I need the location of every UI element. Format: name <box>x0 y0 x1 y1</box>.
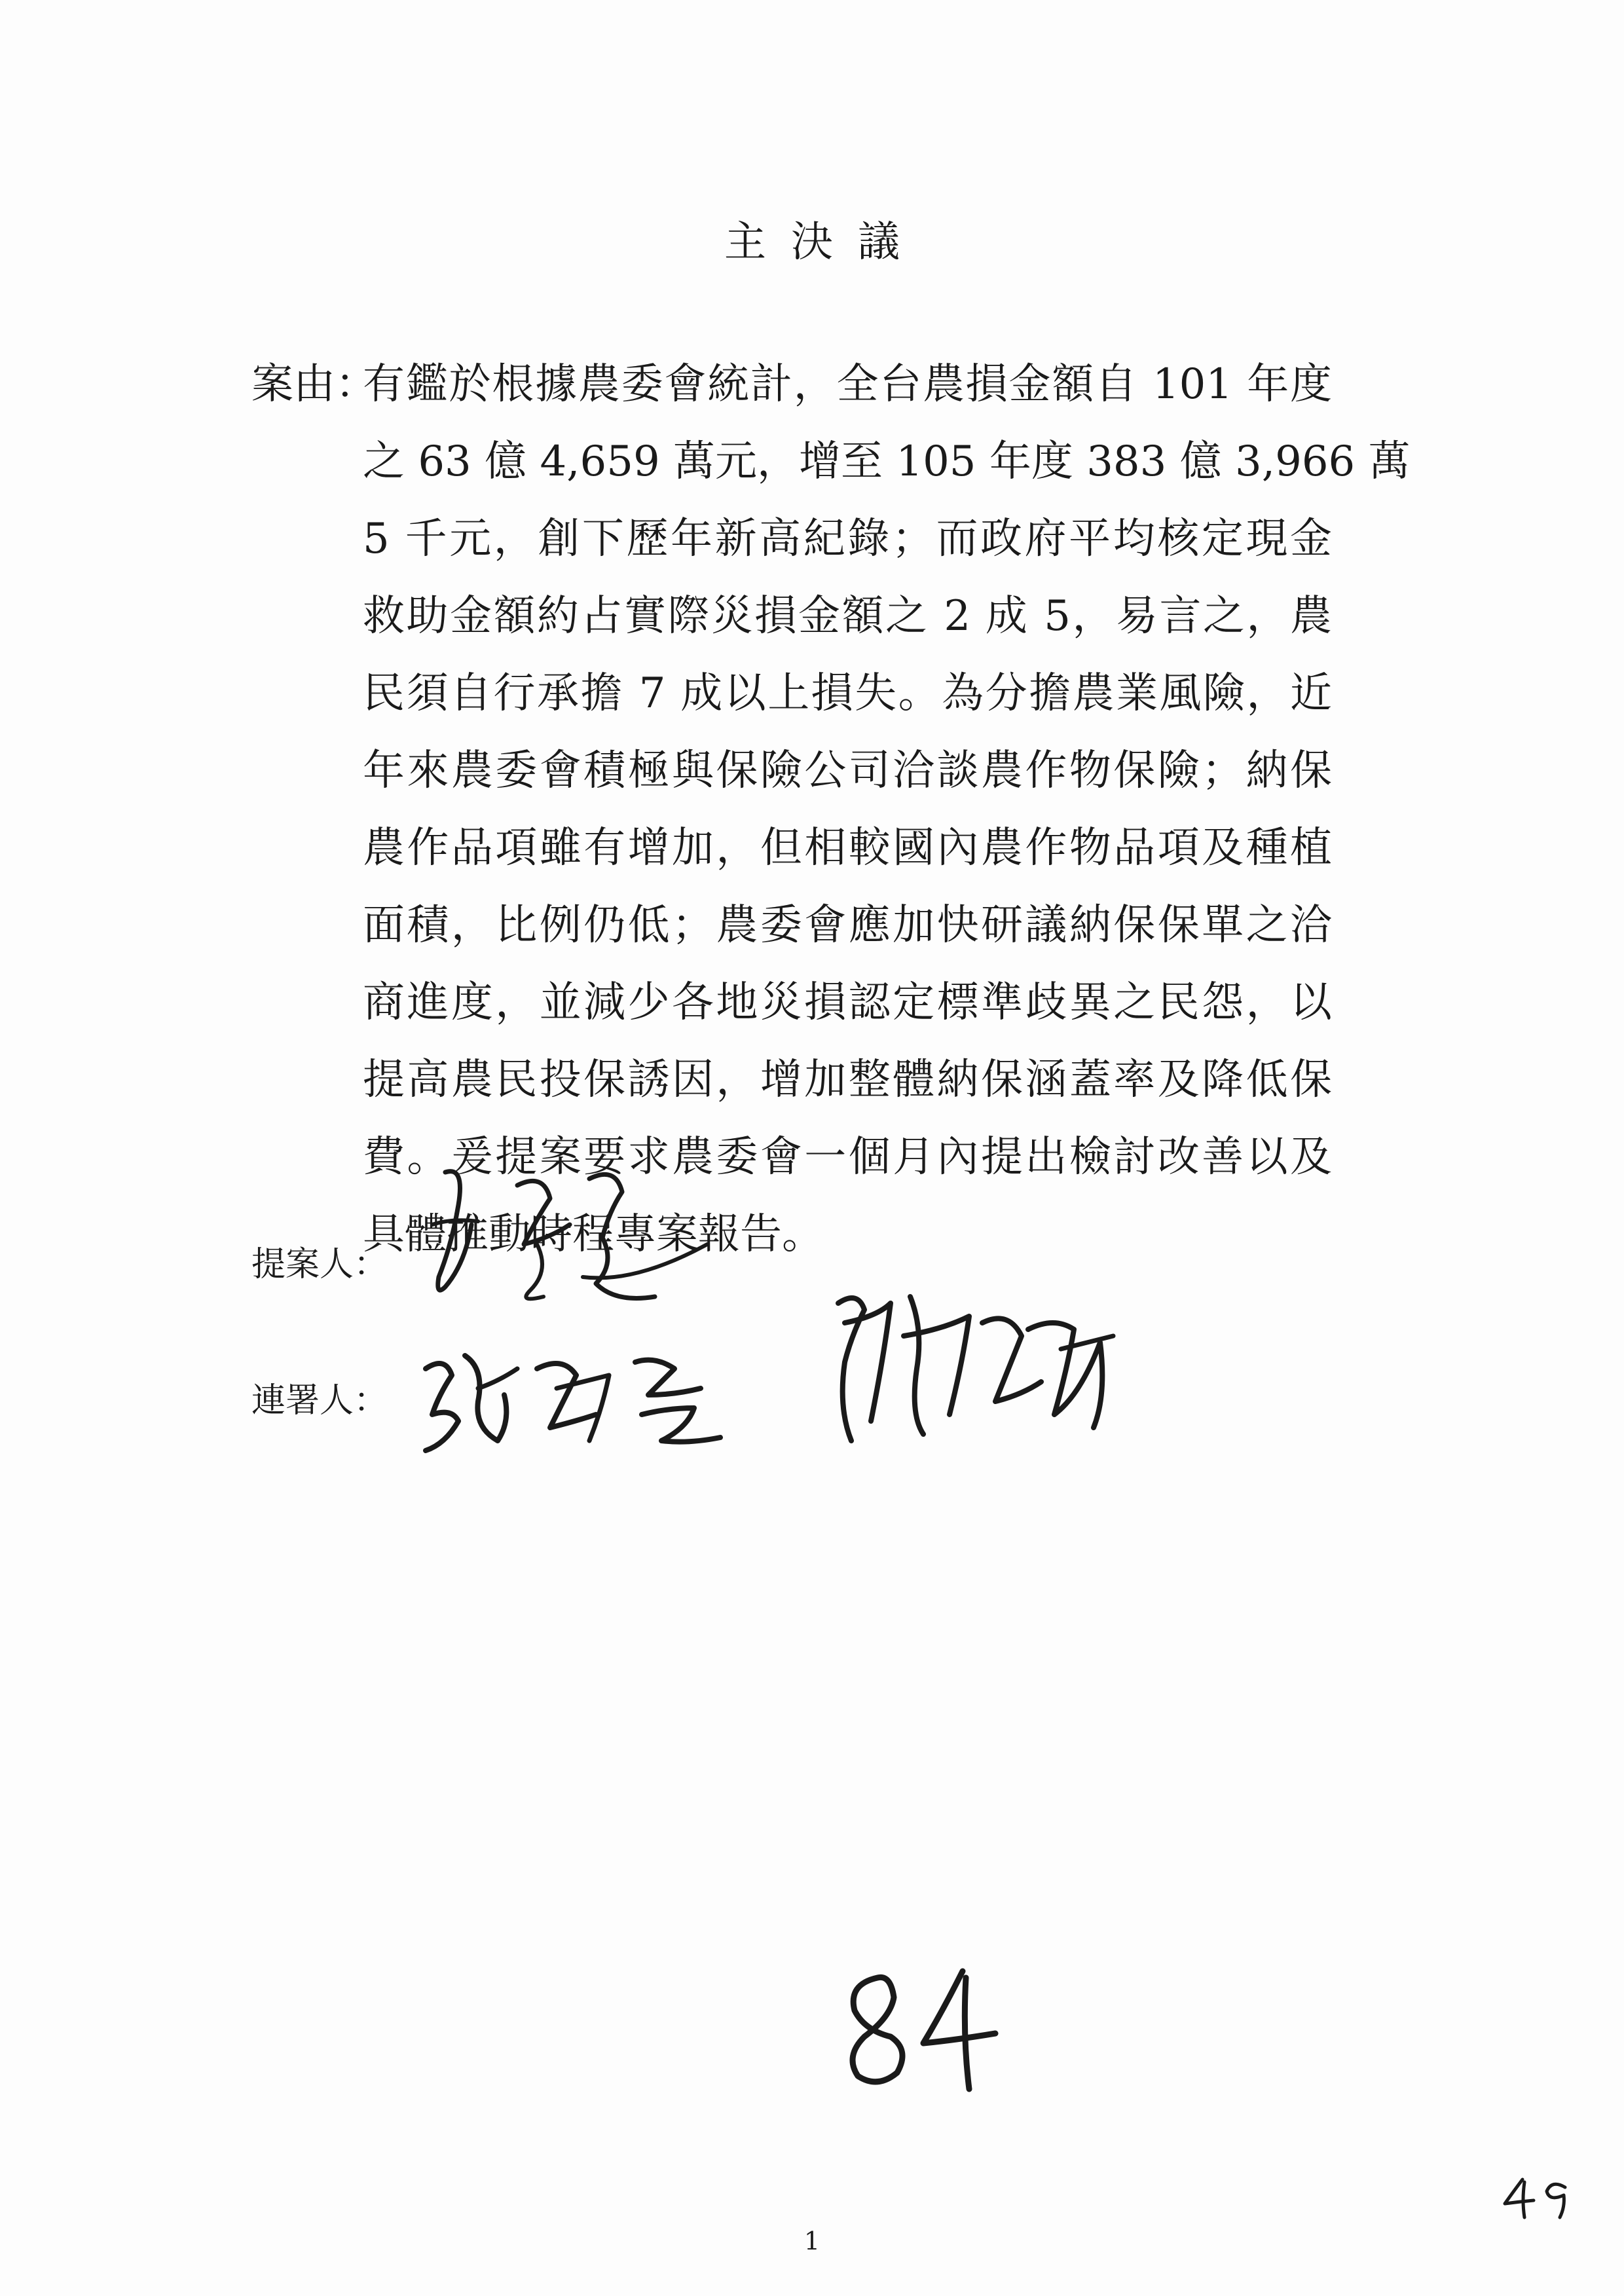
case-line: 提高農民投保誘因，增加整體納保涵蓋率及降低保 <box>363 1056 1332 1104</box>
case-line: 具體推動時程專案報告。 <box>363 1210 824 1259</box>
cosigner-signature <box>812 1264 1126 1454</box>
case-line: 5 千元，創下歷年新高紀錄；而政府平均核定現金 <box>363 515 1332 563</box>
case-line: 救助金額約占實際災損金額之 2 成 5，易言之，農 <box>363 592 1332 640</box>
case-line: 費。爰提案要求農委會一個月內提出檢討改善以及 <box>363 1133 1332 1181</box>
case-line: 有鑑於根據農委會統計，全台農損金額自 101 年度 <box>363 360 1332 409</box>
proposer-signature <box>419 1146 720 1323</box>
case-line: 面積，比例仍低；農委會應加快研議納保保單之洽 <box>363 901 1332 950</box>
case-line: 商進度，並減少各地災損認定標準歧異之民怨，以 <box>363 978 1332 1027</box>
corner-page-marker <box>1500 2174 1578 2220</box>
case-line: 年來農委會積極與保險公司洽談農作物保險；納保 <box>363 747 1332 795</box>
proposer-label: 提案人： <box>251 1245 388 1284</box>
document-title: 主決議 <box>724 218 925 267</box>
case-label: 案由： <box>251 360 377 409</box>
cosigner-label: 連署人： <box>251 1381 388 1420</box>
case-line: 之 63 億 4,659 萬元，增至 105 年度 383 億 3,966 萬 <box>363 437 1411 486</box>
case-line: 民須自行承擔 7 成以上損失。為分擔農業風險，近 <box>363 669 1332 718</box>
case-line: 農作品項雖有增加，但相較國內農作物品項及種植 <box>363 824 1332 872</box>
cosigner-signature <box>413 1329 740 1460</box>
page-number: 1 <box>803 2227 821 2255</box>
case-body <box>363 346 1411 1273</box>
handwritten-number <box>832 1958 1002 2096</box>
